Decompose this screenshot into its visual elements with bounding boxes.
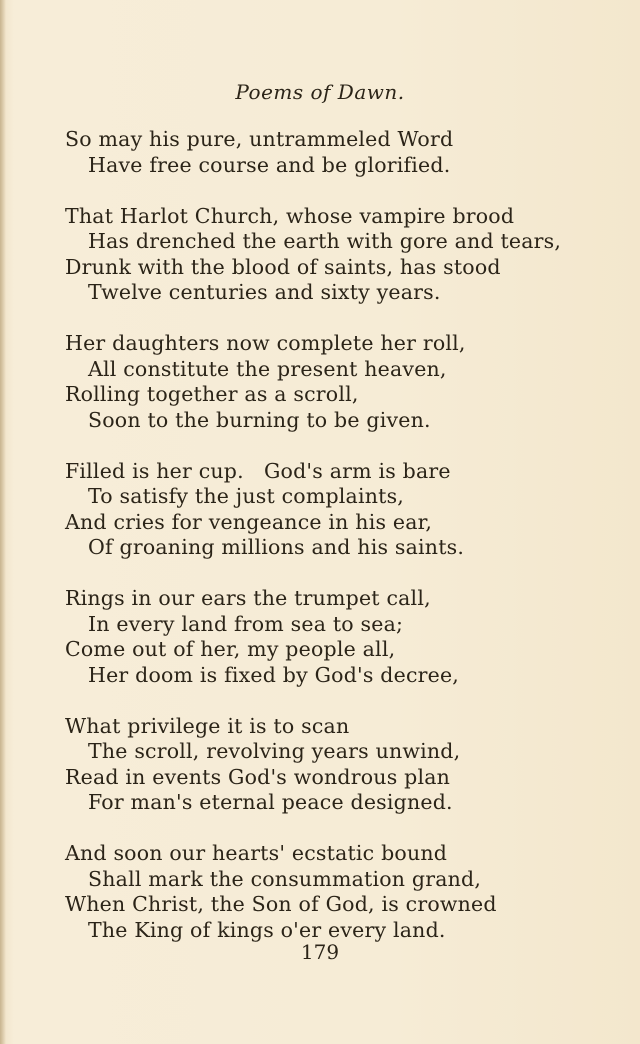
poem-line: Rings in our ears the trumpet call, — [65, 586, 431, 610]
poem-body — [65, 127, 625, 969]
poem-line: Her daughters now complete her roll, — [65, 331, 466, 355]
page-number: 179 — [300, 940, 340, 964]
poem-line: Filled is her cup. God's arm is bare — [65, 458, 451, 483]
poem-line: To satisfy the just complaints, — [88, 484, 405, 508]
stanza — [65, 127, 625, 178]
poem-line: In every land from sea to sea; — [88, 611, 404, 636]
poem-line: Rolling together as a scroll, — [65, 382, 359, 406]
poem-line: All constitute the present heaven, — [88, 356, 447, 381]
poem-line: Soon to the burning to be given. — [88, 407, 431, 432]
stanza — [65, 459, 625, 561]
poem-line: That Harlot Church, whose vampire brood — [65, 203, 515, 228]
stanza — [65, 204, 625, 306]
poem-line: Read in events God's wondrous plan — [65, 764, 451, 789]
poem-line: Shall mark the consummation grand, — [88, 866, 482, 891]
poem-line: For man's eternal peace designed. — [88, 790, 453, 814]
stanza — [65, 714, 625, 816]
poem-line: Drunk with the blood of saints, has stood — [65, 254, 501, 279]
poem-line: Has drenched the earth with gore and tears, — [88, 229, 562, 253]
poem-line: When Christ, the Son of God, is crowned — [65, 892, 497, 916]
running-header: Poems of Dawn. — [235, 80, 405, 104]
poem-line: Twelve centuries and sixty years. — [88, 280, 441, 304]
stanza — [65, 586, 625, 688]
stanza — [65, 331, 625, 433]
page-spine-shadow — [0, 0, 6, 1044]
poem-line: Her doom is fixed by God's decree, — [88, 662, 460, 687]
poem-line: Of groaning millions and his saints. — [88, 535, 465, 559]
poem-line: The King of kings o'er every land. — [88, 917, 446, 942]
poem-line: So may his pure, untrammeled Word — [65, 127, 454, 151]
poem-line: The scroll, revolving years unwind, — [88, 739, 461, 763]
poem-line: And cries for vengeance in his ear, — [65, 509, 433, 534]
poem-line: And soon our hearts' ecstatic bound — [65, 841, 448, 865]
stanza — [65, 841, 625, 943]
poem-line: Have free course and be glorified. — [88, 152, 451, 177]
poem-line: What privilege it is to scan — [65, 713, 350, 738]
poem-line: Come out of her, my people all, — [65, 637, 396, 661]
